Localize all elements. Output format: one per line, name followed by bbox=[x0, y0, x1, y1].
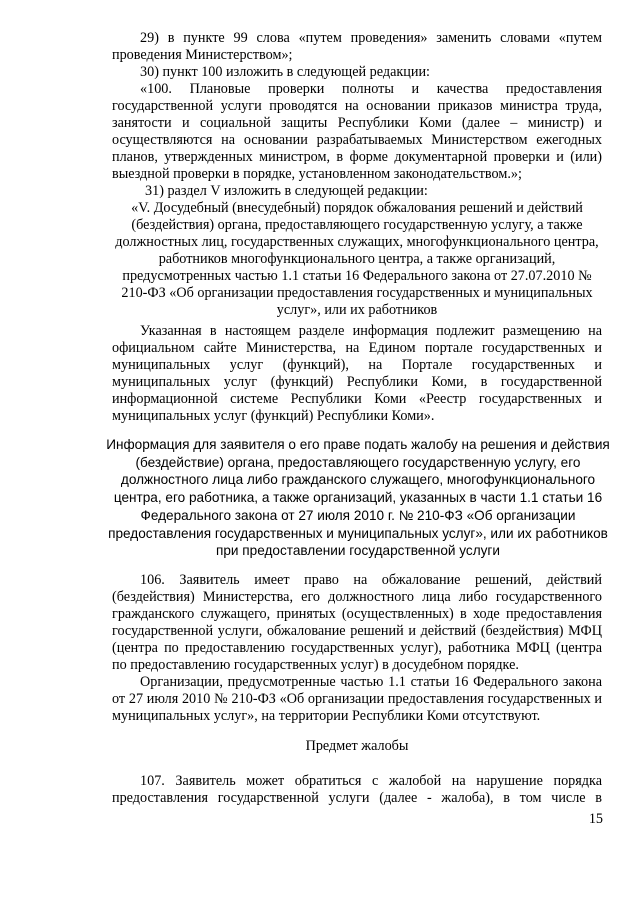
paragraph-30: 30) пункт 100 изложить в следующей редакции: bbox=[140, 64, 430, 80]
section-v-title: «V. Досудебный (внесудебный) порядок обжалования решений и действий (бездействия) органа, предоставляющего государственную услугу, а также должностных лиц, государственных служащих, многофункционального центра, работников многофункционального центра, а также организаций, предусмотренных частью 1.1 статьи 16 Федерального закона от 27.07.2010 № 210-ФЗ «Об организации предоставления государственных и муниципальных услуг», или их работников bbox=[115, 200, 599, 318]
info-heading: Информация для заявителя о его праве подать жалобу на решения и действия (бездействие) органа, предоставляющего государственную услугу, его должностного лица либо гражданского служащего, многофункционального центра, его работника, а также организаций, указанных в части 1.1 статьи 16 Федерального закона от 27 июля 2010 г. № 210-ФЗ «Об организации предоставления государственных и муниципальных услуг», или их работников при предоставлении государственной услуги bbox=[106, 437, 610, 559]
paragraph-100: «100. Плановые проверки полноты и качества предоставления государственной услуги проводятся на основании приказов министра труда, занятости и социальной защиты Республики Коми (далее – министр) и осуществляются на основании разрабатываемых Министерством ежегодных планов, утвержденных министром, в форме документарной проверки и (или) выездной проверки в порядке, установленном законодательством.»; bbox=[112, 81, 602, 182]
subject-heading: Предмет жалобы bbox=[305, 738, 409, 754]
page-number: 15 bbox=[588, 811, 603, 827]
paragraph-107: 107. Заявитель может обратиться с жалобой на нарушение порядка предоставления государственной услуги (далее - жалоба), в том числе в bbox=[112, 773, 602, 806]
paragraph-29: 29) в пункте 99 слова «путем проведения» заменить словами «путем проведения Министерством»; bbox=[112, 30, 602, 63]
paragraph-info-placement: Указанная в настоящем разделе информация подлежит размещению на официальном сайте Министерства, на Едином портале государственных и муниципальных услуг (функций), на Портале государственных и муниципальных услуг (функций) Республики Коми, в государственной информационной системе Республики Коми «Реестр государственных и муниципальных услуг (функций) Республики Коми». bbox=[112, 323, 602, 424]
paragraph-organizations: Организации, предусмотренные частью 1.1 статьи 16 Федерального закона от 27 июля 2010 № 210-ФЗ «Об организации предоставления государственных и муниципальных услуг», на территории Республики Коми отсутствуют. bbox=[112, 674, 602, 724]
paragraph-106: 106. Заявитель имеет право на обжалование решений, действий (бездействия) Министерства, его должностного лица либо государственного гражданского служащего, принятых (осуществленных) в ходе предоставления государственной услуги, обжалование решений и действий (бездействия) МФЦ (центра по предоставлению государственных услуг), работника МФЦ (центра по предоставлению государственных услуг) в досудебном порядке. bbox=[112, 572, 602, 673]
paragraph-31: 31) раздел V изложить в следующей редакции: bbox=[145, 183, 428, 199]
